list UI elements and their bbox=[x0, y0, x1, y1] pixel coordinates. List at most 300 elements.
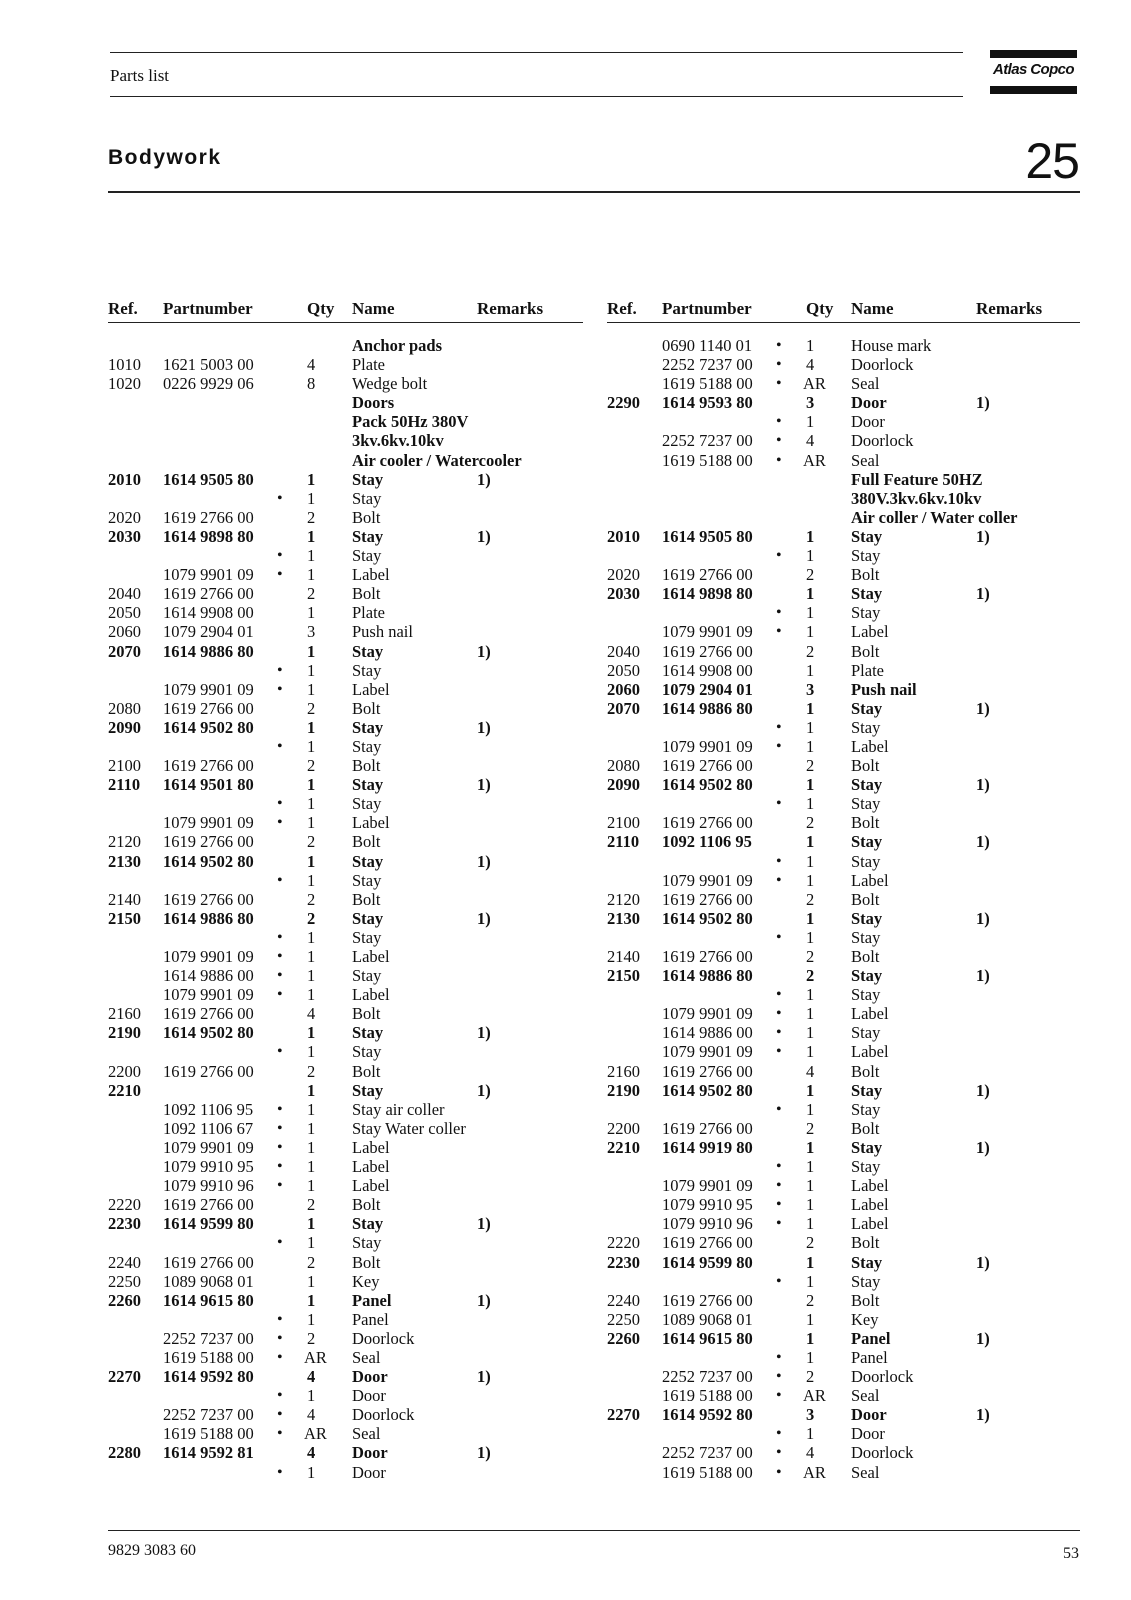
section-title: Bodywork bbox=[108, 146, 222, 169]
row-name: Stay bbox=[851, 1080, 883, 1100]
row-qty: 1 bbox=[806, 870, 815, 890]
row-remarks: 1) bbox=[477, 908, 491, 928]
row-qty: 1 bbox=[307, 927, 316, 947]
row-qty: 4 bbox=[806, 1061, 815, 1081]
row-partnumber: 1079 9901 09 bbox=[662, 870, 753, 890]
row-name: Stay bbox=[352, 660, 382, 680]
row-qty: 1 bbox=[806, 698, 815, 718]
row-partnumber: 1079 2904 01 bbox=[662, 679, 753, 699]
row-name: Door bbox=[352, 1367, 388, 1387]
row-ref: 2020 bbox=[108, 507, 141, 527]
row-ref: 2220 bbox=[108, 1195, 141, 1215]
footer-doc-number: 9829 3083 60 bbox=[108, 1542, 196, 1559]
row-ref: 2260 bbox=[108, 1290, 141, 1310]
row-qty: 1 bbox=[806, 546, 815, 566]
row-qty: 1 bbox=[806, 908, 815, 928]
row-qty: 1 bbox=[806, 1424, 815, 1444]
row-name: Label bbox=[352, 1157, 390, 1177]
row-partnumber: 1079 9910 95 bbox=[662, 1195, 753, 1215]
row-qty: 2 bbox=[806, 756, 815, 776]
row-qty: 1 bbox=[307, 660, 316, 680]
row-name: Bolt bbox=[352, 756, 381, 776]
row-partnumber: 1619 2766 00 bbox=[163, 1004, 254, 1024]
row-qty: 4 bbox=[307, 355, 316, 375]
row-ref: 2120 bbox=[607, 889, 640, 909]
row-partnumber: 1614 9886 80 bbox=[163, 641, 254, 661]
row-qty: 2 bbox=[307, 1252, 316, 1272]
row-name: Bolt bbox=[352, 1004, 381, 1024]
row-qty: 1 bbox=[806, 1023, 815, 1043]
row-partnumber: 1614 9502 80 bbox=[662, 908, 753, 928]
row-ref: 2110 bbox=[607, 832, 640, 852]
row-remarks: 1) bbox=[976, 1328, 990, 1348]
row-remarks: 1) bbox=[976, 1137, 990, 1157]
logo-text: Atlas Copco bbox=[993, 61, 1074, 78]
row-ref: 2060 bbox=[108, 622, 141, 642]
row-bullet-icon: • bbox=[776, 547, 782, 565]
row-qty: 4 bbox=[307, 1367, 316, 1387]
row-name: Label bbox=[851, 1176, 889, 1196]
row-name: Stay bbox=[352, 526, 384, 546]
row-ref: 2150 bbox=[607, 966, 640, 986]
row-ref: 2010 bbox=[607, 526, 640, 546]
row-name: 380V.3kv.6kv.10kv bbox=[851, 488, 982, 508]
row-bullet-icon: • bbox=[776, 1348, 782, 1366]
row-partnumber: 1614 9592 81 bbox=[163, 1443, 254, 1463]
row-name: Doorlock bbox=[851, 355, 914, 375]
row-partnumber: 1619 2766 00 bbox=[163, 507, 254, 527]
row-bullet-icon: • bbox=[277, 1234, 283, 1252]
row-bullet-icon: • bbox=[277, 1138, 283, 1156]
row-name: Bolt bbox=[851, 756, 880, 776]
row-partnumber: 1614 9502 80 bbox=[662, 1080, 753, 1100]
row-bullet-icon: • bbox=[277, 1387, 283, 1405]
row-qty: 1 bbox=[806, 1080, 815, 1100]
row-ref: 2220 bbox=[607, 1233, 640, 1253]
row-name: Seal bbox=[851, 374, 880, 394]
row-remarks: 1) bbox=[477, 1290, 491, 1310]
row-qty: 1 bbox=[307, 794, 316, 814]
row-name: Bolt bbox=[851, 813, 880, 833]
row-ref: 2090 bbox=[108, 717, 141, 737]
col-qty-header: Qty bbox=[806, 299, 834, 318]
row-name: Wedge bolt bbox=[352, 374, 428, 394]
row-ref: 2070 bbox=[607, 698, 640, 718]
row-partnumber: 0690 1140 01 bbox=[662, 336, 753, 355]
row-bullet-icon: • bbox=[776, 1444, 782, 1462]
row-name: Door bbox=[851, 1405, 887, 1425]
row-qty: 4 bbox=[806, 1443, 815, 1463]
row-qty: 1 bbox=[307, 775, 316, 795]
row-qty: 1 bbox=[307, 1233, 316, 1253]
row-partnumber: 1079 9901 09 bbox=[163, 679, 254, 699]
row-bullet-icon: • bbox=[277, 547, 283, 565]
row-bullet-icon: • bbox=[277, 489, 283, 507]
row-qty: 8 bbox=[307, 374, 316, 394]
row-bullet-icon: • bbox=[776, 1177, 782, 1195]
row-name: Door bbox=[352, 1443, 388, 1463]
col-remarks-header: Remarks bbox=[976, 299, 1043, 318]
row-ref: 2070 bbox=[108, 641, 141, 661]
row-partnumber: 1621 5003 00 bbox=[163, 355, 254, 375]
row-bullet-icon: • bbox=[776, 795, 782, 813]
row-partnumber: 1614 9886 00 bbox=[163, 966, 254, 986]
row-partnumber: 1614 9919 80 bbox=[662, 1137, 753, 1157]
row-name: Bolt bbox=[851, 1118, 880, 1138]
row-name: Stay bbox=[851, 985, 881, 1005]
row-name: Label bbox=[352, 947, 390, 966]
row-ref: 2030 bbox=[108, 526, 141, 546]
logo-bottom-bar bbox=[990, 86, 1077, 94]
row-qty: 1 bbox=[307, 1099, 316, 1119]
row-ref: 2140 bbox=[108, 889, 141, 909]
row-name: Stay bbox=[851, 832, 883, 852]
row-name: Plate bbox=[352, 603, 385, 623]
row-name: Stay bbox=[352, 546, 382, 566]
row-name: Seal bbox=[851, 450, 880, 470]
row-remarks: 1) bbox=[477, 775, 491, 795]
row-qty: 1 bbox=[806, 1137, 815, 1157]
row-ref: 2270 bbox=[607, 1405, 640, 1425]
row-qty: 2 bbox=[806, 1118, 815, 1138]
row-ref: 2230 bbox=[108, 1214, 141, 1234]
row-name: Stay bbox=[851, 908, 883, 928]
row-name: Seal bbox=[352, 1347, 381, 1367]
header-top-rule bbox=[110, 52, 963, 53]
row-name: Plate bbox=[851, 660, 884, 680]
row-qty: 1 bbox=[307, 1271, 316, 1291]
row-qty: 1 bbox=[806, 1004, 815, 1024]
row-qty: 1 bbox=[806, 1252, 815, 1272]
row-name: Stay bbox=[851, 1099, 881, 1119]
row-ref: 2250 bbox=[607, 1309, 640, 1329]
row-partnumber: 1619 2766 00 bbox=[163, 1195, 254, 1215]
table-header bbox=[108, 299, 583, 319]
row-bullet-icon: • bbox=[776, 1215, 782, 1233]
row-qty: 2 bbox=[307, 584, 316, 604]
row-ref: 2040 bbox=[108, 584, 141, 604]
row-qty: 1 bbox=[307, 1290, 316, 1310]
row-bullet-icon: • bbox=[776, 737, 782, 755]
row-bullet-icon: • bbox=[277, 1310, 283, 1328]
parts-table-right bbox=[607, 299, 1080, 1482]
row-name: Stay bbox=[851, 1137, 883, 1157]
row-partnumber: 1619 5188 00 bbox=[662, 450, 753, 470]
row-qty: 2 bbox=[806, 1233, 815, 1253]
row-partnumber: 2252 7237 00 bbox=[163, 1405, 254, 1425]
row-qty: 1 bbox=[307, 736, 316, 756]
row-qty: 4 bbox=[806, 431, 815, 451]
row-bullet-icon: • bbox=[277, 967, 283, 985]
row-name: Label bbox=[851, 870, 889, 890]
row-name: Label bbox=[352, 679, 390, 699]
row-ref: 2280 bbox=[108, 1443, 141, 1463]
row-partnumber: 1614 9502 80 bbox=[163, 851, 254, 871]
row-qty: 2 bbox=[806, 641, 815, 661]
row-qty: 1 bbox=[307, 1157, 316, 1177]
row-qty: 2 bbox=[307, 1061, 316, 1081]
row-qty: 2 bbox=[307, 507, 316, 527]
col-ref-header: Ref. bbox=[108, 299, 138, 318]
row-name: Air cooler / Watercooler bbox=[352, 450, 522, 470]
row-name: Bolt bbox=[352, 1061, 381, 1081]
row-ref: 2140 bbox=[607, 947, 640, 966]
section-number: 25 bbox=[1025, 133, 1079, 189]
row-partnumber: 1614 9908 00 bbox=[163, 603, 254, 623]
row-qty: 1 bbox=[307, 1462, 316, 1482]
row-name: Stay bbox=[352, 794, 382, 814]
row-name: Panel bbox=[851, 1347, 888, 1367]
row-partnumber: 1614 9592 80 bbox=[163, 1367, 254, 1387]
row-ref: 2210 bbox=[607, 1137, 640, 1157]
row-qty: 1 bbox=[806, 1271, 815, 1291]
row-partnumber: 1079 9901 09 bbox=[163, 947, 254, 966]
table-header bbox=[607, 299, 1080, 319]
row-partnumber: 1619 2766 00 bbox=[163, 1061, 254, 1081]
row-name: Stay bbox=[352, 1023, 384, 1043]
row-partnumber: 0226 9929 06 bbox=[163, 374, 254, 394]
row-name: Stay bbox=[851, 584, 883, 604]
row-remarks: 1) bbox=[477, 1023, 491, 1043]
col-name-header: Name bbox=[851, 299, 894, 318]
row-ref: 2080 bbox=[108, 698, 141, 718]
parts-table-left bbox=[108, 299, 583, 1482]
col-qty-header: Qty bbox=[307, 299, 335, 318]
row-qty: 1 bbox=[307, 1386, 316, 1406]
row-qty: 1 bbox=[307, 469, 316, 489]
row-ref: 2050 bbox=[607, 660, 640, 680]
row-name: Doorlock bbox=[352, 1405, 415, 1425]
row-qty: 1 bbox=[307, 1214, 316, 1234]
row-partnumber: 1614 9502 80 bbox=[163, 1023, 254, 1043]
row-name: Panel bbox=[352, 1309, 389, 1329]
row-remarks: 1) bbox=[976, 698, 990, 718]
row-name: Label bbox=[851, 736, 889, 756]
row-bullet-icon: • bbox=[277, 1425, 283, 1443]
header-bottom-rule bbox=[110, 96, 963, 97]
row-ref: 2050 bbox=[108, 603, 141, 623]
row-bullet-icon: • bbox=[776, 1024, 782, 1042]
row-qty: 1 bbox=[307, 679, 316, 699]
row-ref: 2130 bbox=[607, 908, 640, 928]
row-name: Doorlock bbox=[851, 1443, 914, 1463]
row-qty: 2 bbox=[806, 1290, 815, 1310]
row-bullet-icon: • bbox=[776, 356, 782, 374]
row-qty: AR bbox=[304, 1424, 327, 1444]
row-qty: 1 bbox=[307, 717, 316, 737]
row-name: Door bbox=[352, 1462, 386, 1482]
row-name: Stay bbox=[851, 775, 883, 795]
row-name: Stay bbox=[352, 488, 382, 508]
row-bullet-icon: • bbox=[277, 737, 283, 755]
row-bullet-icon: • bbox=[776, 986, 782, 1004]
row-bullet-icon: • bbox=[277, 1119, 283, 1137]
row-bullet-icon: • bbox=[277, 680, 283, 698]
row-bullet-icon: • bbox=[277, 986, 283, 1004]
row-bullet-icon: • bbox=[277, 1463, 283, 1481]
row-partnumber: 1614 9886 80 bbox=[163, 908, 254, 928]
row-partnumber: 1619 5188 00 bbox=[163, 1347, 254, 1367]
row-bullet-icon: • bbox=[776, 1272, 782, 1290]
row-qty: 1 bbox=[307, 1137, 316, 1157]
row-ref: 2080 bbox=[607, 756, 640, 776]
row-name: Bolt bbox=[352, 507, 381, 527]
row-bullet-icon: • bbox=[776, 337, 782, 354]
row-qty: 1 bbox=[307, 966, 316, 986]
row-name: Door bbox=[851, 412, 885, 432]
row-remarks: 1) bbox=[477, 469, 491, 489]
row-name: Bolt bbox=[851, 1061, 880, 1081]
row-name: Stay bbox=[352, 927, 382, 947]
row-bullet-icon: • bbox=[277, 1406, 283, 1424]
row-qty: 1 bbox=[806, 660, 815, 680]
row-name: Bolt bbox=[352, 1195, 381, 1215]
row-partnumber: 1079 9901 09 bbox=[662, 1004, 753, 1024]
row-partnumber: 1614 9502 80 bbox=[662, 775, 753, 795]
row-partnumber: 2252 7237 00 bbox=[662, 1443, 753, 1463]
row-qty: 1 bbox=[307, 641, 316, 661]
logo-top-bar bbox=[990, 50, 1077, 58]
row-name: Full Feature 50HZ bbox=[851, 469, 983, 489]
row-partnumber: 1079 9901 09 bbox=[662, 1176, 753, 1196]
row-bullet-icon: • bbox=[277, 566, 283, 584]
row-name: Stay bbox=[352, 1080, 384, 1100]
row-partnumber: 1619 5188 00 bbox=[163, 1424, 254, 1444]
row-partnumber: 1089 9068 01 bbox=[163, 1271, 254, 1291]
row-name: Stay bbox=[352, 870, 382, 890]
row-name: Bolt bbox=[352, 832, 381, 852]
row-qty: 4 bbox=[307, 1443, 316, 1463]
row-ref: 2060 bbox=[607, 679, 640, 699]
row-qty: 4 bbox=[806, 355, 815, 375]
atlas-copco-logo bbox=[990, 50, 1077, 94]
row-qty: 2 bbox=[806, 565, 815, 585]
row-ref: 2200 bbox=[607, 1118, 640, 1138]
row-qty: 1 bbox=[307, 603, 316, 623]
row-partnumber: 1614 9599 80 bbox=[163, 1214, 254, 1234]
row-bullet-icon: • bbox=[277, 661, 283, 679]
row-qty: 1 bbox=[307, 870, 316, 890]
row-ref: 2200 bbox=[108, 1061, 141, 1081]
row-qty: 1 bbox=[307, 1023, 316, 1043]
row-partnumber: 1614 9593 80 bbox=[662, 393, 753, 413]
row-name: Bolt bbox=[851, 1233, 880, 1253]
row-remarks: 1) bbox=[477, 1443, 491, 1463]
row-name: Stay bbox=[851, 794, 881, 814]
row-bullet-icon: • bbox=[776, 1005, 782, 1023]
row-ref: 2240 bbox=[108, 1252, 141, 1272]
row-ref: 2270 bbox=[108, 1367, 141, 1387]
row-partnumber: 1614 9502 80 bbox=[163, 717, 254, 737]
row-partnumber: 1619 2766 00 bbox=[662, 1290, 753, 1310]
row-name: Stay bbox=[851, 526, 883, 546]
row-qty: 1 bbox=[307, 1042, 316, 1062]
row-name: Doorlock bbox=[352, 1328, 415, 1348]
row-name: Stay bbox=[352, 908, 384, 928]
row-name: Label bbox=[352, 813, 390, 833]
row-name: Key bbox=[851, 1309, 879, 1329]
row-name: Air coller / Water coller bbox=[851, 507, 1018, 527]
row-qty: 1 bbox=[806, 775, 815, 795]
row-partnumber: 1619 5188 00 bbox=[662, 374, 753, 394]
row-qty: 1 bbox=[307, 947, 316, 966]
row-remarks: 1) bbox=[477, 641, 491, 661]
row-partnumber: 1619 2766 00 bbox=[662, 947, 753, 966]
row-partnumber: 1619 2766 00 bbox=[163, 584, 254, 604]
row-name: 3kv.6kv.10kv bbox=[352, 431, 444, 451]
row-qty: 4 bbox=[307, 1405, 316, 1425]
table-header-rule bbox=[108, 322, 583, 323]
row-bullet-icon: • bbox=[776, 604, 782, 622]
row-bullet-icon: • bbox=[277, 871, 283, 889]
row-qty: 1 bbox=[806, 622, 815, 642]
row-name: Label bbox=[352, 565, 390, 585]
row-qty: 3 bbox=[806, 1405, 815, 1425]
row-bullet-icon: • bbox=[776, 1368, 782, 1386]
row-bullet-icon: • bbox=[277, 795, 283, 813]
row-name: Doors bbox=[352, 393, 395, 413]
row-qty: 1 bbox=[806, 794, 815, 814]
row-bullet-icon: • bbox=[277, 1158, 283, 1176]
row-name: Bolt bbox=[352, 889, 381, 909]
row-partnumber: 1619 2766 00 bbox=[662, 756, 753, 776]
row-name: Door bbox=[851, 393, 887, 413]
row-name: Stay bbox=[352, 1214, 384, 1234]
row-name: Bolt bbox=[851, 889, 880, 909]
row-name: Stay bbox=[851, 1157, 881, 1177]
row-ref: 1010 bbox=[108, 355, 141, 375]
row-name: Stay bbox=[851, 1252, 883, 1272]
row-qty: 1 bbox=[307, 488, 316, 508]
row-qty: 1 bbox=[806, 1195, 815, 1215]
row-remarks: 1) bbox=[477, 1367, 491, 1387]
row-name: Stay bbox=[851, 546, 881, 566]
row-bullet-icon: • bbox=[277, 1043, 283, 1061]
row-name: Label bbox=[352, 1176, 390, 1196]
row-partnumber: 1619 2766 00 bbox=[662, 641, 753, 661]
row-ref: 2040 bbox=[607, 641, 640, 661]
row-qty: 2 bbox=[806, 947, 815, 966]
row-name: Label bbox=[851, 1214, 889, 1234]
row-qty: AR bbox=[304, 1347, 327, 1367]
row-name: Push nail bbox=[851, 679, 917, 699]
row-partnumber: 1079 9901 09 bbox=[163, 1137, 254, 1157]
row-ref: 2020 bbox=[607, 565, 640, 585]
row-partnumber: 2252 7237 00 bbox=[662, 1367, 753, 1387]
row-bullet-icon: • bbox=[277, 1177, 283, 1195]
row-name: Bolt bbox=[851, 947, 880, 966]
row-name: Stay bbox=[851, 966, 883, 986]
row-partnumber: 1619 5188 00 bbox=[662, 1386, 753, 1406]
row-qty: 1 bbox=[307, 985, 316, 1005]
row-qty: 1 bbox=[806, 412, 815, 432]
row-qty: 1 bbox=[307, 565, 316, 585]
row-partnumber: 1614 9886 80 bbox=[662, 698, 753, 718]
row-name: Stay Water coller bbox=[352, 1118, 466, 1138]
row-bullet-icon: • bbox=[776, 451, 782, 469]
section-rule bbox=[108, 191, 1080, 193]
row-ref: 2160 bbox=[607, 1061, 640, 1081]
row-partnumber: 1619 2766 00 bbox=[662, 1233, 753, 1253]
row-qty: 1 bbox=[806, 736, 815, 756]
row-bullet-icon: • bbox=[776, 1158, 782, 1176]
row-name: Label bbox=[851, 1195, 889, 1215]
row-name: Stay bbox=[352, 1233, 382, 1253]
row-bullet-icon: • bbox=[776, 432, 782, 450]
row-qty: 1 bbox=[307, 526, 316, 546]
row-partnumber: 1614 9592 80 bbox=[662, 1405, 753, 1425]
row-name: Bolt bbox=[851, 565, 880, 585]
